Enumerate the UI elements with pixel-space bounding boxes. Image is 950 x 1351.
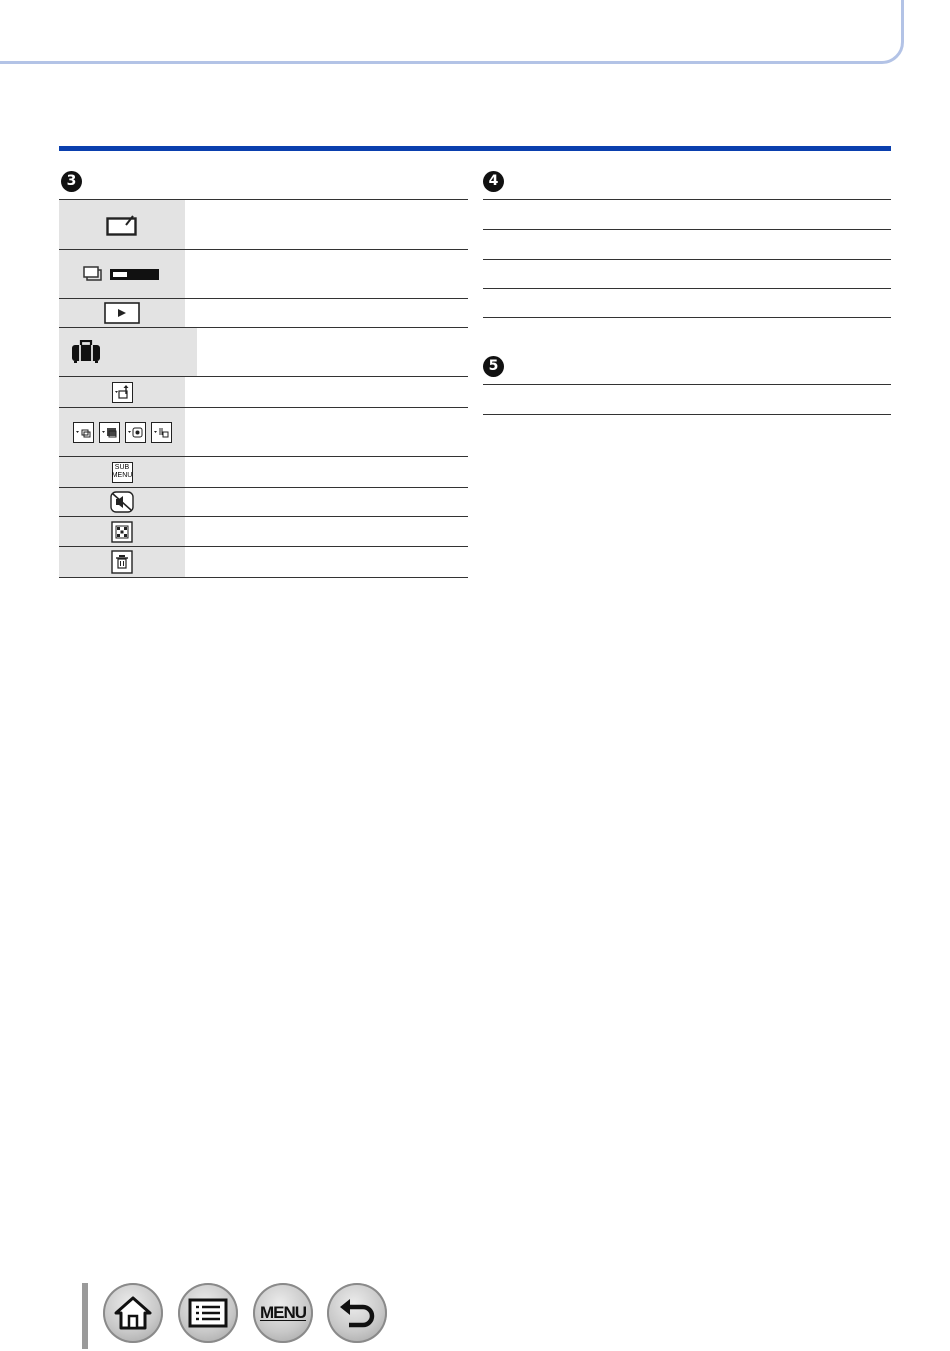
grid-icon[interactable] [111, 521, 133, 543]
list-icon [188, 1298, 228, 1328]
menu-button-label: MENU [259, 1303, 307, 1322]
table-row [483, 260, 891, 289]
icon-table [59, 199, 468, 578]
table-row [59, 250, 468, 299]
menu-button[interactable] [253, 1283, 313, 1343]
filter-focus-stack-icon[interactable] [151, 422, 172, 443]
icon-cell [59, 457, 185, 487]
icon-cell [59, 328, 197, 376]
description-cell [185, 547, 468, 577]
nav-divider [82, 1283, 88, 1349]
description-cell [185, 377, 468, 407]
description-cell [185, 250, 468, 298]
description-cell [185, 488, 468, 516]
icon-cell [59, 250, 185, 298]
icon-cell [59, 547, 185, 577]
section4-table [483, 199, 891, 318]
filter-group-icons [59, 408, 185, 456]
sub-menu-icon[interactable] [112, 462, 133, 483]
description-cell [185, 200, 468, 249]
travel-bag-icon[interactable] [71, 340, 101, 364]
section5-table [483, 384, 891, 415]
table-row [483, 230, 891, 260]
description-cell [197, 328, 468, 376]
icon-cell [59, 299, 185, 327]
table-row [59, 200, 468, 250]
back-arrow-icon [337, 1297, 377, 1329]
section-marker-4: 4 [483, 171, 504, 192]
table-row [59, 408, 468, 457]
icon-cell [59, 200, 185, 249]
table-row [59, 457, 468, 488]
trash-icon[interactable] [111, 550, 133, 574]
sub-menu-label-top: SUB [114, 464, 130, 471]
filter-4k-icon[interactable] [99, 422, 120, 443]
section-marker-3: 3 [61, 171, 82, 192]
table-row [59, 517, 468, 547]
description-cell [185, 408, 468, 456]
mute-speaker-icon[interactable] [110, 491, 134, 513]
upload-icon[interactable] [112, 382, 133, 403]
icon-cell [59, 517, 185, 546]
description-cell [185, 299, 468, 327]
filter-burst-icon[interactable] [73, 422, 94, 443]
section-marker-5: 5 [483, 356, 504, 377]
multi-image-slider-icon[interactable] [82, 264, 162, 284]
home-icon [113, 1295, 153, 1331]
icon-cell [59, 377, 185, 407]
description-cell [185, 517, 468, 546]
filter-post-focus-icon[interactable] [125, 422, 146, 443]
table-row [59, 328, 468, 377]
icon-cell [59, 488, 185, 516]
table-row [483, 385, 891, 415]
table-row [483, 200, 891, 230]
back-button[interactable] [327, 1283, 387, 1343]
description-cell [185, 457, 468, 487]
play-icon[interactable] [104, 302, 140, 324]
table-row [59, 488, 468, 517]
table-row [59, 377, 468, 408]
table-row [59, 299, 468, 328]
table-row [483, 289, 891, 318]
sub-menu-label-bottom: MENU [111, 472, 133, 479]
header-frame [0, 0, 904, 64]
section-rule [59, 146, 891, 151]
touch-edit-icon[interactable] [106, 214, 138, 236]
table-row [59, 547, 468, 578]
contents-button[interactable] [178, 1283, 238, 1343]
home-button[interactable] [103, 1283, 163, 1343]
